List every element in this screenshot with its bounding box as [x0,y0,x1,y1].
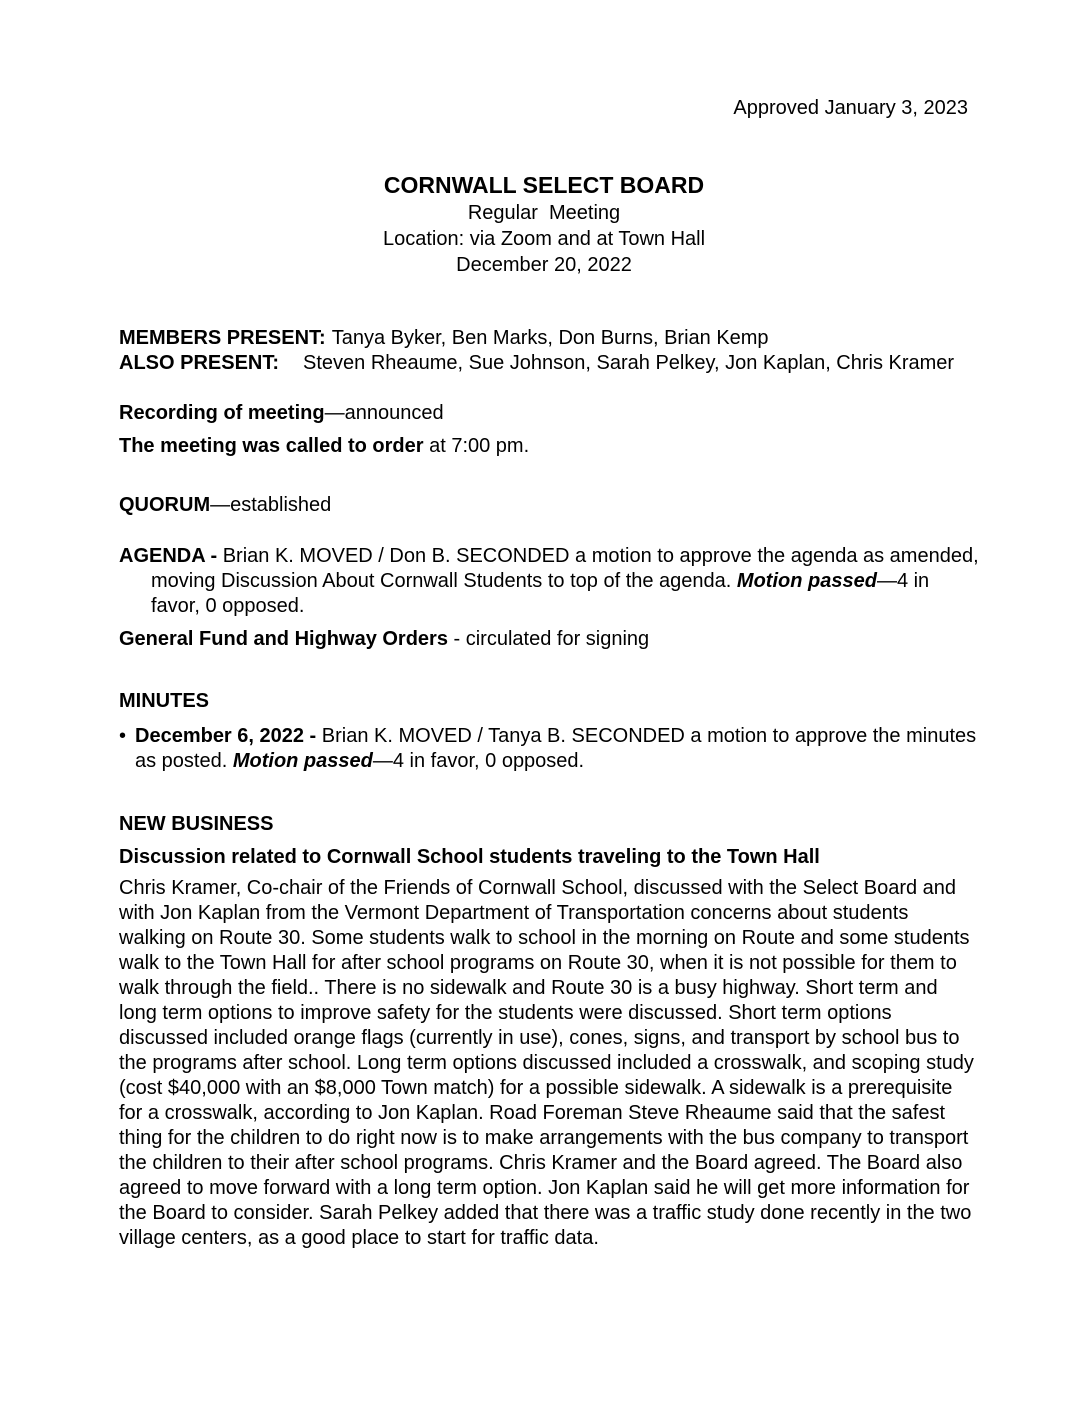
minutes-body [119,326,979,1251]
minutes-motion-text: Brian K. MOVED / Tanya B. SECONDED a motion to approve the minutes as posted. [135,725,977,772]
bullet-icon: • [119,725,127,747]
agenda-motion-passed: Motion passed [736,570,877,592]
new-business-subheading: Discussion related to Cornwall School students traveling to the Town Hall [119,846,820,868]
members-present [119,326,979,351]
minutes-heading: MINUTES [119,690,209,712]
orders-line [119,627,979,652]
meeting-date: December 20, 2022 [456,254,632,276]
also-present [119,351,979,376]
members-present-label: MEMBERS PRESENT: [119,327,326,349]
document-title: CORNWALL SELECT BOARD [383,172,705,198]
recording-line [119,401,979,426]
also-present-names: Steven Rheaume, Sue Johnson, Sarah Pelkey, Jon Kaplan, Chris Kramer [303,352,955,374]
quorum-label: QUORUM [119,494,211,516]
quorum-text: —established [210,494,332,516]
minutes-item-text [135,724,979,774]
agenda-label: AGENDA - [119,545,223,567]
call-to-order-text: at 7:00 pm. [423,435,530,457]
minutes-votes: —4 in favor, 0 opposed. [372,750,585,772]
recording-label: Recording of meeting [119,402,325,424]
approval-date: Approved January 3, 2023 [733,97,968,119]
call-to-order-line [119,434,979,459]
new-business-heading: NEW BUSINESS [119,813,274,835]
orders-text: - circulated for signing [447,628,650,650]
orders-label: General Fund and Highway Orders [119,628,448,650]
agenda-votes: —4 in favor, 0 opposed. [151,570,930,617]
also-present-label: ALSO PRESENT: [119,352,280,374]
meeting-location: Location: via Zoom and at Town Hall [382,228,706,250]
meeting-type: Regular Meeting [467,202,621,224]
recording-text: —announced [324,402,444,424]
agenda-text: Brian K. MOVED / Don B. SECONDED a motion to approve the agenda as amended, moving Discussion About Cornwall Students to top of the agenda. [151,545,979,592]
minutes-motion-passed: Motion passed [232,750,373,772]
agenda-item [119,544,979,619]
call-to-order-label: The meeting was called to order [119,435,424,457]
minutes-date-label: December 6, 2022 - [135,725,322,747]
members-present-names: Tanya Byker, Ben Marks, Don Burns, Brian Kemp [331,327,769,349]
quorum-line [119,493,979,518]
new-business-paragraph: Chris Kramer, Co-chair of the Friends of Cornwall School, discussed with the Select Board and with Jon Kaplan from the Vermont Department of Transportation concerns about students walking on Route 30. Some students walk to school in the morning on Route and some students walk to the Town Hall for after school programs on Route 30, when it is not possible for them to walk through the field.. There is no sidewalk and Route 30 is a busy highway. Short term and long term options to improve safety for the students were discussed. Short term options discussed included orange flags (currently in use), cones, signs, and transport by school bus to the programs after school. Long term options discussed included a crosswalk, and scoping study (cost $40,000 with an $8,000 Town match) for a possible sidewalk. A sidewalk is a prerequisite for a crosswalk, according to Jon Kaplan. Road Foreman Steve Rheaume said that the safest thing for the children to do right now is to make arrangements with the bus company to transport the children to their after school programs. Chris Kramer and the Board agreed. The Board also agreed to move forward with a long term option. Jon Kaplan said he will get more information for the Board to consider. Sarah Pelkey added that there was a traffic study done recently in the two village centers, as a good place to start for traffic data. [119,877,974,1249]
document-header [0,170,1088,278]
minutes-list-item [119,724,979,774]
